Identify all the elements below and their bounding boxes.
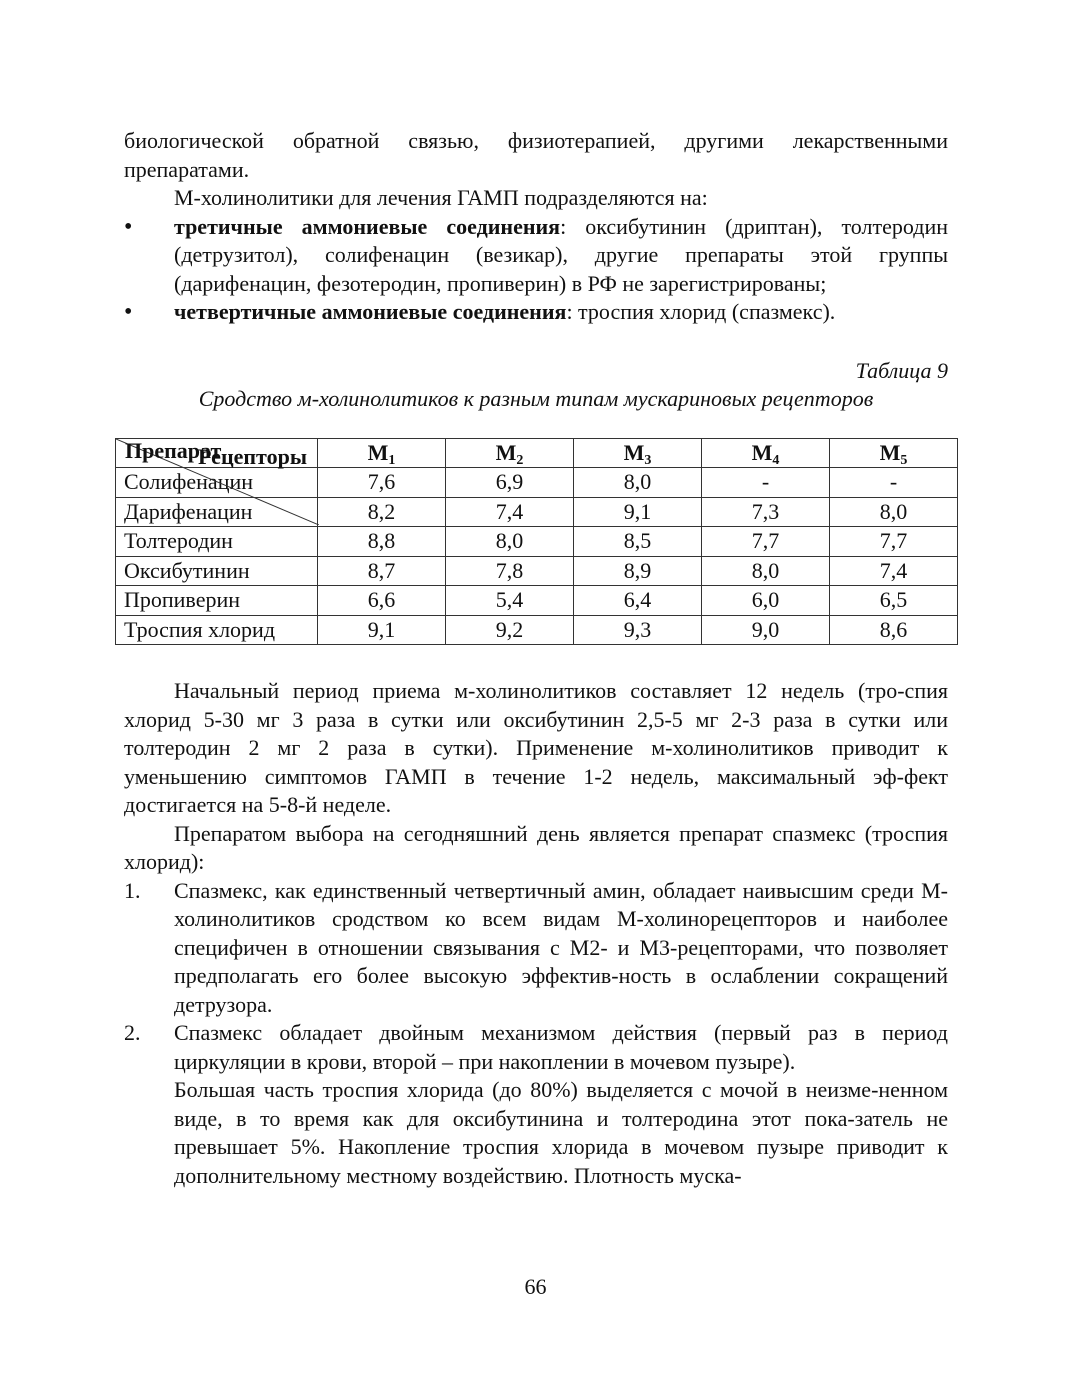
affinity-value-cell: 5,4 — [446, 586, 574, 616]
bullet-bold-term: третичные аммониевые соединения — [174, 213, 561, 239]
affinity-value-cell: 8,0 — [830, 497, 958, 527]
drug-name-cell: Толтеродин — [116, 527, 318, 557]
paragraph-classification: М-холинолитики для лечения ГАМП подразделяются на: — [174, 185, 708, 210]
affinity-value-cell: 6,9 — [446, 468, 574, 498]
affinity-value-cell: 7,7 — [830, 527, 958, 557]
affinity-value-cell: 6,6 — [318, 586, 446, 616]
numbered-item-1 — [124, 877, 948, 1020]
affinity-value-cell: - — [830, 468, 958, 498]
table-title: Сродство м-холинолитиков к разным типам мускариновых рецепторов — [198, 386, 874, 411]
affinity-value-cell: 6,0 — [702, 586, 830, 616]
drug-name-cell: Дарифенацин — [116, 497, 318, 527]
item-number: 2. — [124, 1020, 141, 1045]
paragraph-initial-period: Начальный период приема м-холинолитиков составляет 12 недель (тро-спия хлорид 5-30 мг 3 раза в сутки или оксибутинин 2,5-5 мг 2-3 раза в сутки или толтеродин 2 мг 2 раза в сутки). Применение м-холинолитиков приводит к уменьшению симптомов ГАМП в течение 1-2 недель, максимальный эф-фект достигается на 5-8-й неделе. — [124, 678, 948, 817]
affinity-value-cell: 7,7 — [702, 527, 830, 557]
column-header-m2: $M_2$ — [446, 438, 574, 468]
affinity-value-cell: 6,4 — [574, 586, 702, 616]
column-header-m4: $M_4$ — [702, 438, 830, 468]
item-text: Спазмекс обладает двойным механизмом действия (первый раз в период циркуляции в крови, второй – при накоплении в мочевом пузыре). — [174, 1020, 948, 1074]
affinity-value-cell: 8,0 — [574, 468, 702, 498]
table-row — [116, 527, 958, 557]
bullet-text: : троспия хлорид (спазмекс). — [566, 299, 836, 324]
page-number: 66 — [524, 1274, 547, 1299]
table-header-row — [116, 438, 958, 468]
corner-label-drug: Препарат — [125, 437, 222, 463]
table-row — [116, 556, 958, 586]
numbered-item-2 — [124, 1019, 948, 1076]
drug-name-cell: Оксибутинин — [116, 556, 318, 586]
affinity-value-cell: 9,1 — [574, 497, 702, 527]
affinity-value-cell: 8,7 — [318, 556, 446, 586]
affinity-value-cell: 8,8 — [318, 527, 446, 557]
bullet-icon — [124, 298, 144, 327]
paragraph-drug-of-choice: Препаратом выбора на сегодняшний день является препарат спазмекс (троспия хлорид): — [124, 820, 948, 874]
affinity-value-cell: 8,9 — [574, 556, 702, 586]
affinity-value-cell: 7,4 — [446, 497, 574, 527]
table-corner-cell — [116, 438, 318, 468]
table-row — [116, 586, 958, 616]
bullet-icon — [124, 213, 144, 242]
column-header-m3: $M_3$ — [574, 438, 702, 468]
affinity-value-cell: 8,5 — [574, 527, 702, 557]
bullet-item-quaternary — [124, 298, 948, 327]
affinity-value-cell: 8,0 — [446, 527, 574, 557]
item-text: Спазмекс, как единственный четвертичный амин, обладает наивысшим среди М-холинолитиков сродством ко всем видам М-холинорецепторов и наиболее специфичен в отношении связывания с М2- и М3-рецепторами, что позволяет предполагать его более высокую эффектив-ность в ослаблении сокращений детрузора. — [174, 877, 948, 1017]
column-header-m1: $M_1$ — [318, 438, 446, 468]
table-row — [116, 615, 958, 645]
affinity-value-cell: 8,0 — [702, 556, 830, 586]
paragraph-continuation: биологической обратной связью, физиотерапией, другими лекарственными препаратами. — [124, 128, 948, 182]
affinity-value-cell: 9,0 — [702, 615, 830, 645]
bullet-text: : оксибутинин (дриптан), толтеродин (детрузитол), солифенацин (везикар), другие препараты этой группы (дарифенацин, фезотеродин, пропиверин) в РФ не зарегистрированы; — [174, 213, 948, 296]
page-content — [124, 127, 948, 1190]
affinity-value-cell: 9,2 — [446, 615, 574, 645]
corner-label-receptors: Рецепторы — [198, 443, 307, 469]
affinity-value-cell: 9,3 — [574, 615, 702, 645]
affinity-table — [115, 438, 958, 646]
column-header-m5: $M_5$ — [830, 438, 958, 468]
affinity-value-cell: 9,1 — [318, 615, 446, 645]
drug-name-cell: Пропиверин — [116, 586, 318, 616]
affinity-value-cell: 6,5 — [830, 586, 958, 616]
affinity-value-cell: 8,6 — [830, 615, 958, 645]
affinity-value-cell: 7,8 — [446, 556, 574, 586]
affinity-value-cell: 7,4 — [830, 556, 958, 586]
affinity-value-cell: 8,2 — [318, 497, 446, 527]
drug-name-cell: Троспия хлорид — [116, 615, 318, 645]
table-number: Таблица 9 — [855, 357, 948, 383]
affinity-value-cell: 7,3 — [702, 497, 830, 527]
paragraph-excretion: Большая часть троспия хлорида (до 80%) выделяется с мочой в неизме-ненном виде, в то время как для оксибутинина и толтеродина этот пока-затель не превышает 5%. Накопление троспия хлорида в мочевом пузыре приводит к дополнительному местному воздействию. Плотность муска- — [174, 1077, 948, 1188]
bullet-bold-term: четвертичные аммониевые соединения — [174, 299, 567, 324]
item-number: 1. — [124, 877, 141, 903]
affinity-value-cell: 7,6 — [318, 468, 446, 498]
affinity-value-cell: - — [702, 468, 830, 498]
drug-name-cell: Солифенацин — [116, 468, 318, 498]
bullet-item-tertiary — [124, 213, 948, 299]
